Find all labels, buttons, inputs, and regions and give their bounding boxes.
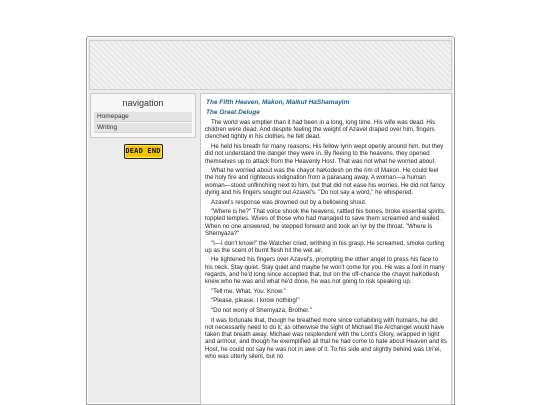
story-paragraph: The world was emptier than it had been in a long, long time. His wife was dead. His children were dead. And despite feeling the weight of Azavel draped over him, fingers clenched tightly in his clothes, he felt dead. — [205, 119, 436, 141]
story-paragraph: He held his breath for many reasons. His fellow Iyrin wept openly around him, but they did not understand the danger they were in. By fleeing to the heavens, they opened themselves up to attack from the Heavenly Host. That was not what he worried about. — [205, 143, 444, 165]
story-paragraph: "Please, please. I know nothing!" — [211, 297, 300, 305]
section-title: The Great Deluge — [206, 109, 260, 116]
story-paragraph: "I—I don't know!" the Watcher cried, writhing in his grasp. He screamed, smoke curling up as the scent of burnt flesh hit the wet air. — [205, 239, 445, 254]
story-paragraph: "Tell me. What. You. Know." — [211, 287, 286, 295]
story-paragraph: "Do not worry of Shemyaza, Brother." — [211, 307, 312, 315]
dead-end-badge: DEAD END — [124, 144, 163, 159]
navigation-box — [90, 93, 196, 138]
chapter-title: The Fifth Heaven, Makon, Malkut HaShamayim — [206, 99, 350, 106]
sidebar — [90, 93, 196, 159]
story-paragraph: He tightened his fingers over Azavel's, prompting the other angel to press his face to his neck. Stay quiet. Stay quiet and maybe he won't come for you. He was a fool in many regards, and he'd long since accepted that, but on the off-chance the chayot haKodesh knew who he was and what he'd done, he was not going to risk speaking up. — [205, 256, 445, 286]
story-paragraph: It was fortunate that, though he breathed more since cohabiting with humans, he did not necessarily need to do it, as otherwise the sight of Michael the Archangel would have taken that breath away. Michael was resplendent with the Lord's Glory, wrapped in light and armour, and though he exemplified all that he had come to hate about Heaven and its Host, he could not say he was not in awe of it. To his side and slightly behind was Uri'el, who was utterly silent, but no — [205, 316, 447, 360]
story-text — [205, 119, 447, 360]
navigation-title: navigation — [122, 98, 164, 108]
main-content — [200, 93, 452, 405]
header-banner — [89, 40, 452, 90]
nav-item-homepage[interactable]: Homepage — [94, 112, 192, 122]
story-paragraph: "Where is he?" That voice shook the heavens, rattled his bones, broke essential spirits, toppled temples. Wives of those who had managed to save them screamed and wailed. When no one answered, he stepped forward and took an Iyr by the throat. "Where is Shemyaza?" — [205, 208, 446, 237]
nav-item-writing[interactable]: Writing — [94, 123, 192, 133]
story-paragraph: What he worried about was the chayot haKodesh on the rim of Makon. He could feel the holy fire and righteous indignation from a parasang away. A woman—a human woman—stood unflinching next to him, but that did not ease his worries. He did not fancy dying and his fingers sought out Azavel's. "Do not say a word," he whispered. — [205, 167, 445, 196]
story-paragraph: Azavel's response was drowned out by a bellowing shout. — [211, 198, 367, 206]
